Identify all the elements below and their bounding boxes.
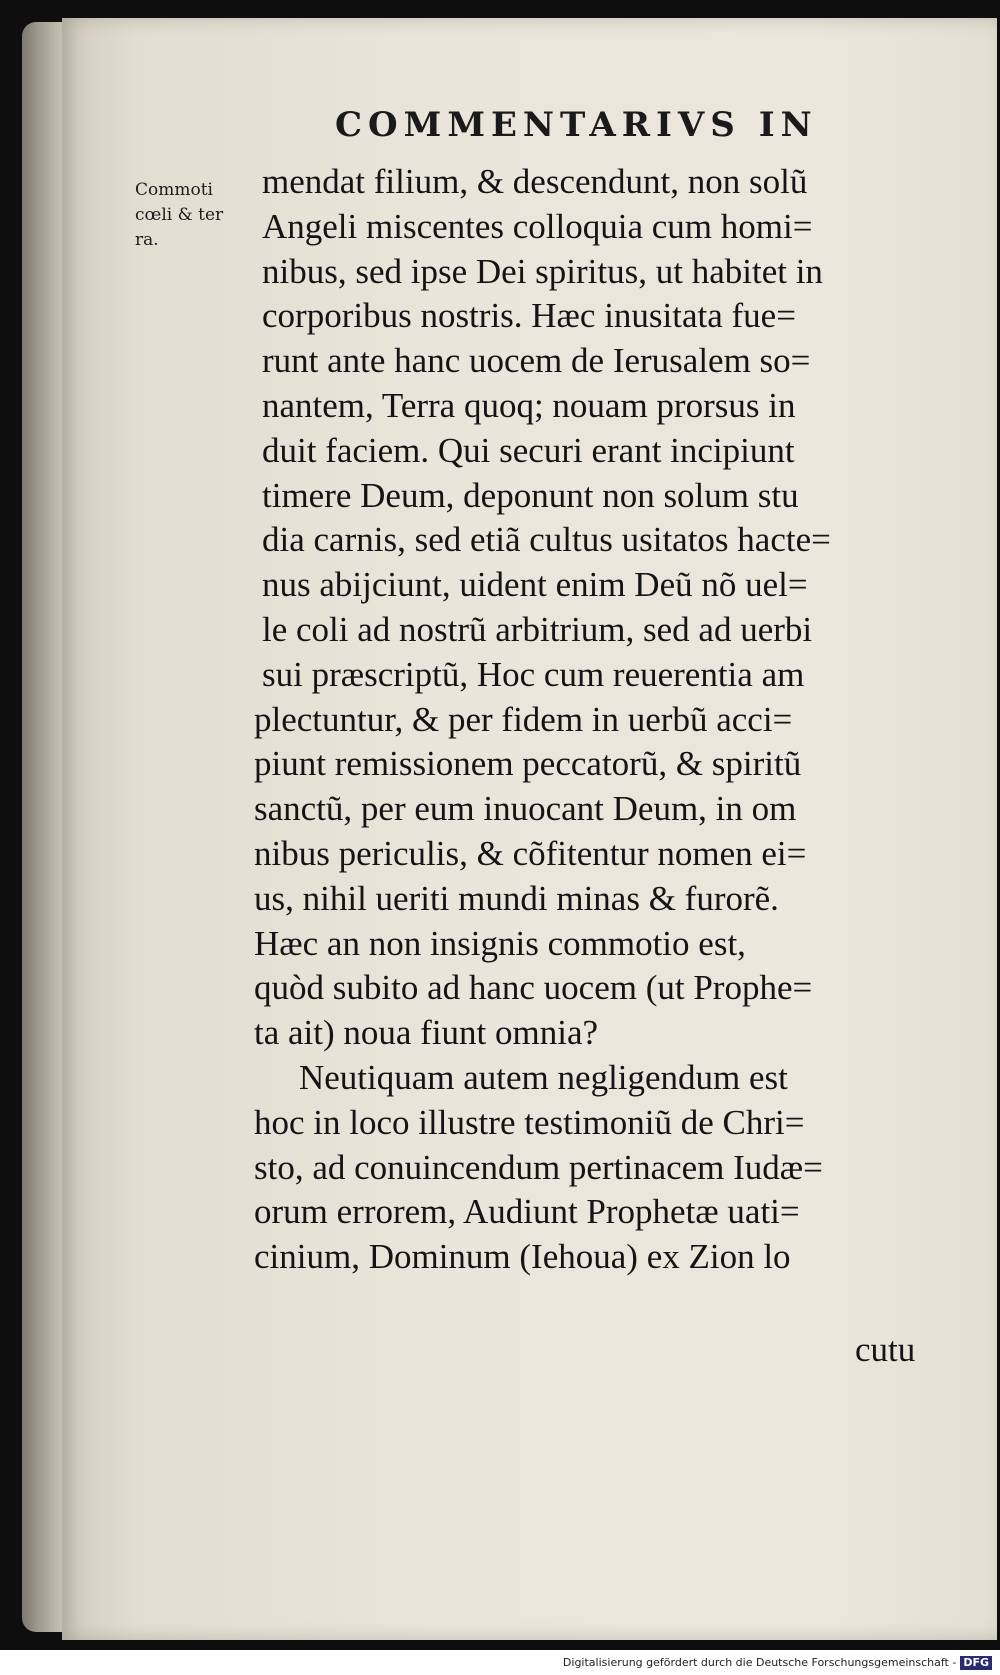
text-line: timere Deum, deponunt non solum stu [262, 475, 799, 515]
marginal-note [135, 178, 265, 253]
text-line: le coli ad nostrũ arbitrium, sed ad uerbi [262, 609, 813, 649]
text-line: nibus, sed ipse Dei spiritus, ut habitet in [262, 251, 823, 291]
text-line: plectuntur, & per fidem in uerbũ acci= [254, 699, 793, 739]
text-line: quòd subito ad hanc uocem (ut Prophe= [254, 968, 813, 1008]
body-text [254, 160, 962, 1280]
footer-text: Digitalisierung gefördert durch die Deutsche Forschungsgemeinschaft - [562, 1656, 957, 1669]
text-line: Hæc an non insignis commotio est, [254, 923, 746, 963]
text-line: sto, ad conuincendum pertinacem Iudæ= [254, 1147, 823, 1187]
text-line: Angeli miscentes colloquia cum homi= [262, 206, 813, 246]
text-line: us, nihil ueriti mundi minas & furorẽ. [254, 878, 779, 918]
dfg-logo: DFG [960, 1656, 992, 1670]
catchword: cutu [855, 1330, 916, 1369]
text-line: runt ante hanc uocem de Ierusalem so= [262, 341, 811, 381]
text-line: orum errorem, Audiunt Prophetæ uati= [254, 1192, 800, 1232]
digitization-footer [0, 1650, 1000, 1675]
text-line: sanctũ, per eum inuocant Deum, in om [254, 789, 797, 829]
text-line: ta ait) noua fiunt omnia? [254, 1013, 599, 1053]
text-line: corporibus nostris. Hæc inusitata fue= [262, 296, 796, 336]
marginal-note-line: Commoti [135, 180, 213, 200]
text-line: duit faciem. Qui securi erant incipiunt [262, 430, 795, 470]
text-line: cinium, Dominum (Iehoua) ex Zion lo [254, 1237, 791, 1277]
running-head: COMMENTARIVS IN [335, 105, 818, 145]
marginal-note-line: cœli & ter [135, 205, 224, 225]
text-line: nibus periculis, & cõfitentur nomen ei= [254, 833, 807, 873]
text-line: mendat filium, & descendunt, non solũ [262, 162, 808, 201]
text-line: nus abijciunt, uident enim Deũ nõ uel= [262, 565, 808, 605]
text-line: hoc in loco illustre testimoniũ de Chri= [254, 1102, 805, 1142]
text-line: nantem, Terra quoq; nouam prorsus in [262, 385, 796, 425]
text-line: sui præscriptũ, Hoc cum reuerentia am [262, 654, 805, 694]
marginal-note-line: ra. [135, 230, 159, 250]
paragraph-start-line: Neutiquam autem negligendum est [299, 1057, 788, 1097]
text-line: piunt remissionem peccatorũ, & spiritũ [254, 744, 802, 784]
text-line: dia carnis, sed etiã cultus usitatos hacte= [262, 520, 831, 560]
